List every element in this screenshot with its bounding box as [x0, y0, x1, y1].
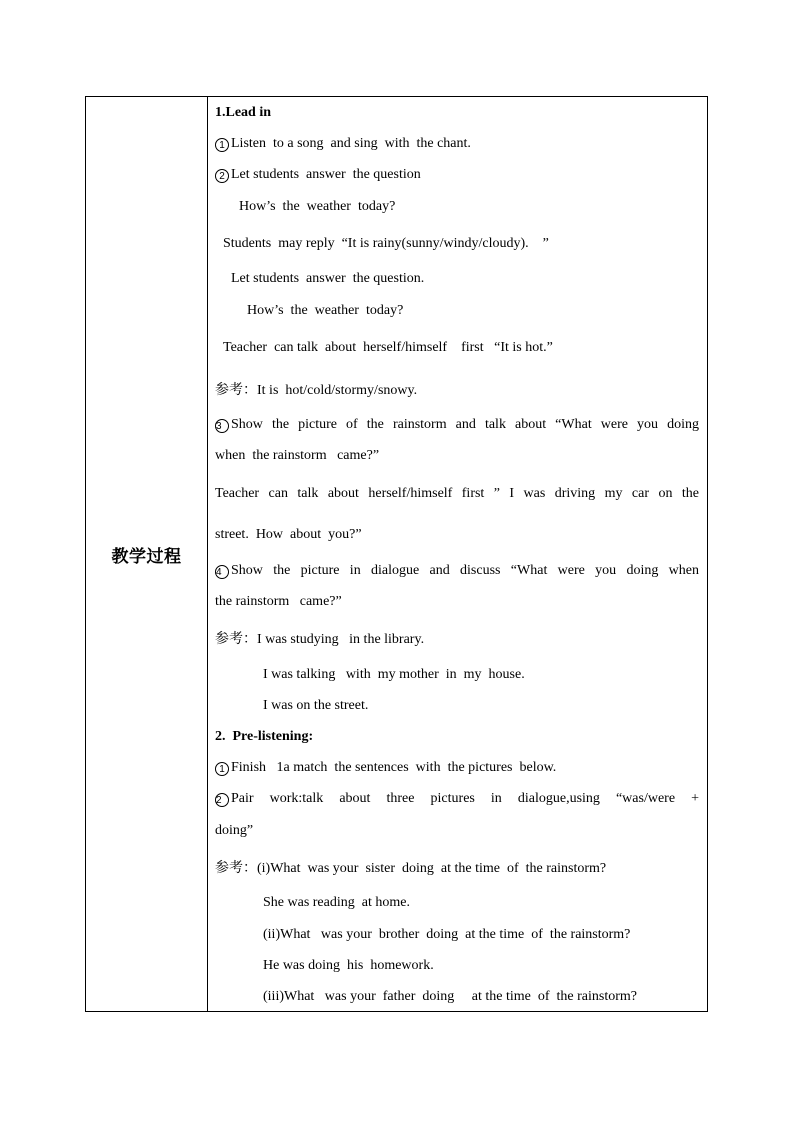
- text-line: She was reading at home.: [263, 895, 410, 910]
- question-line: How’s the weather today?: [239, 199, 396, 214]
- step-finish: [215, 760, 556, 776]
- step-text: Pair work:talk about three pictures in dialogue,using “was/were +: [231, 791, 699, 806]
- ref-label: 参考：: [215, 860, 257, 876]
- ref-text: It is hot/cold/stormy/snowy.: [257, 383, 418, 398]
- step-text: Listen to a song and sing with the chant.: [231, 136, 471, 151]
- ref-text: (i)What was your sister doing at the time of the rainstorm?: [257, 861, 607, 876]
- text-line: Teacher can talk about herself/himself first “It is hot.”: [223, 340, 553, 355]
- text-line: doing”: [215, 823, 254, 838]
- question-line: How’s the weather today?: [247, 303, 404, 318]
- circled-number: 1: [215, 762, 229, 776]
- step-text: Show the picture in dialogue and discuss “What were you doing when: [231, 563, 699, 578]
- step-pair-work: [215, 791, 699, 807]
- step-text: Show the picture of the rainstorm and talk about “What were you doing: [231, 417, 699, 432]
- text-line: the rainstorm came?”: [215, 594, 342, 609]
- ref-label: 参考：: [215, 631, 257, 647]
- step-text: Finish 1a match the sentences with the pictures below.: [231, 760, 557, 775]
- circled-number: 4: [215, 565, 229, 579]
- heading-pre-listening: 2. Pre-listening:: [215, 729, 314, 744]
- circled-number: 3: [215, 419, 229, 433]
- row-label: 教学过程: [111, 547, 182, 567]
- text-line: (ii)What was your brother doing at the time of the rainstorm?: [263, 927, 631, 942]
- text-line: Let students answer the question.: [231, 271, 425, 286]
- step-show-picture: [215, 417, 699, 433]
- heading-lead-in: 1.Lead in: [215, 105, 272, 120]
- reference-line: [215, 631, 424, 648]
- circled-number: 2: [215, 793, 229, 807]
- text-line: Teacher can talk about herself/himself first ” I was driving my car on the: [215, 486, 699, 501]
- ref-label: 参考：: [215, 382, 257, 398]
- text-line: He was doing his homework.: [263, 958, 434, 973]
- circled-number: 1: [215, 138, 229, 152]
- step-dialogue: [215, 563, 699, 579]
- step-text: Let students answer the question: [231, 167, 421, 182]
- step-answer: [215, 167, 421, 183]
- ref-text: I was studying in the library.: [257, 632, 425, 647]
- text-line: street. How about you?”: [215, 527, 362, 542]
- circled-number: 2: [215, 169, 229, 183]
- text-line: (iii)What was your father doing at the time of the rainstorm?: [263, 989, 638, 1004]
- text-line: I was talking with my mother in my house.: [263, 667, 525, 682]
- text-line: I was on the street.: [263, 698, 369, 713]
- step-listen: [215, 136, 471, 152]
- text-line: when the rainstorm came?”: [215, 448, 380, 463]
- text-line: Students may reply “It is rainy(sunny/windy/cloudy). ”: [223, 236, 549, 251]
- reference-line: [215, 860, 606, 877]
- reference-line: [215, 382, 417, 399]
